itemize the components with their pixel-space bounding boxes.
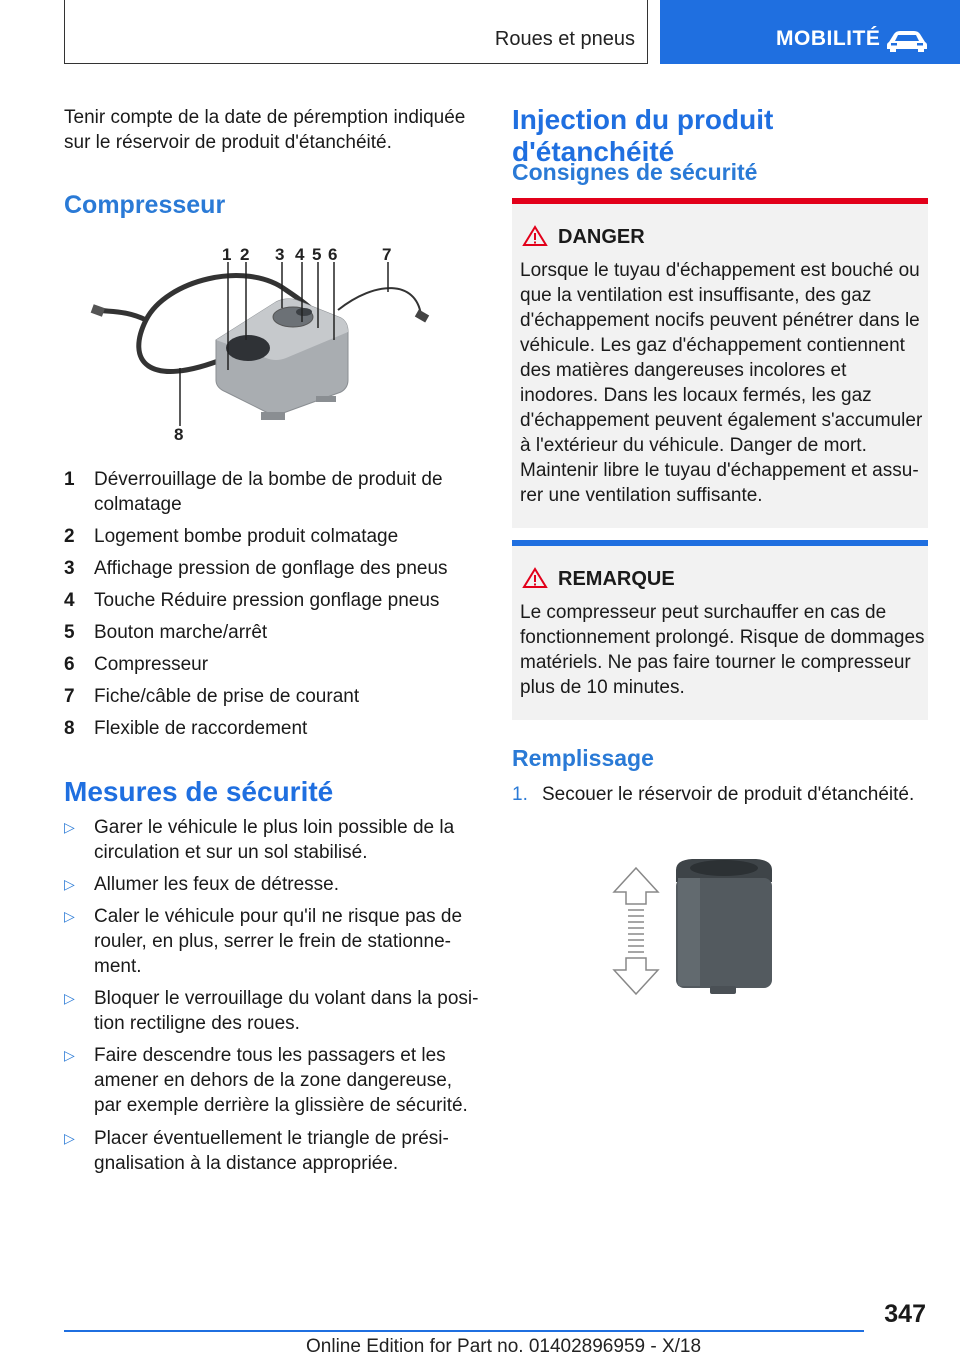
- legend-number: 1: [64, 469, 75, 490]
- list-item: [64, 815, 480, 865]
- step-text: Secouer le réservoir de produit d'étanchéité.: [542, 784, 915, 805]
- legend-item: [64, 588, 474, 613]
- warning-triangle-icon: [522, 567, 548, 589]
- legend-number: 4: [64, 590, 75, 611]
- list-item-text: Allumer les feux de détresse.: [94, 874, 340, 895]
- compressor-heading: Compresseur: [64, 191, 226, 219]
- header-section-title: Roues et pneus: [494, 28, 635, 50]
- list-item: [64, 1043, 480, 1118]
- intro-text: Tenir compte de la date de péremption indiquée sur le réservoir de produit d'étanchéité.: [64, 107, 466, 153]
- car-icon: [886, 30, 928, 52]
- list-item: [64, 986, 480, 1036]
- list-item-text: Placer éventuellement le triangle de présignalisation à la distance appropriée.: [94, 1128, 449, 1174]
- warning-triangle-icon: [522, 225, 548, 247]
- notice-bar: [512, 540, 928, 546]
- danger-label: DANGER: [558, 226, 645, 248]
- legend-text: Flexible de raccordement: [94, 718, 308, 739]
- header-section-box: [64, 0, 648, 64]
- sealant-canister: [676, 859, 772, 994]
- figure-label-5: 5: [312, 245, 322, 264]
- list-item-text: Garer le véhicule le plus loin possible de la circulation et sur un sol stabilisé.: [94, 817, 455, 863]
- step-number: 1.: [512, 784, 528, 805]
- footer-edition: Online Edition for Part no. 01402896959 - X/18: [306, 1336, 702, 1357]
- step-item: [512, 782, 932, 807]
- safety-subheading: Consignes de sécurité: [512, 159, 758, 185]
- list-item-text: Faire descendre tous les passagers et les amener en dehors de la zone dangereuse, par exemple derrière la glissière de sécurité.: [94, 1045, 468, 1116]
- legend-text: Bouton marche/arrêt: [94, 622, 268, 643]
- page-title: Injection du produit d'étanchéité: [512, 104, 774, 167]
- legend-item: [64, 467, 474, 517]
- triangle-bullet-icon: ▷: [64, 908, 75, 924]
- danger-box: [512, 198, 928, 528]
- triangle-bullet-icon: ▷: [64, 1047, 75, 1063]
- figure-label-2: 2: [240, 245, 250, 264]
- figure-label-8: 8: [174, 425, 184, 444]
- figure-label-1: 1: [222, 245, 232, 264]
- legend-text: Affichage pression de gonflage des pneus: [94, 558, 448, 579]
- legend-number: 2: [64, 526, 75, 547]
- legend-number: 6: [64, 654, 75, 675]
- legend-number: 7: [64, 686, 75, 707]
- filling-heading: Remplissage: [512, 745, 654, 771]
- legend-item: [64, 524, 474, 549]
- figure-label-6: 6: [328, 245, 338, 264]
- header-chapter-tab[interactable]: [660, 0, 960, 64]
- legend-number: 3: [64, 558, 75, 579]
- legend-text: Compresseur: [94, 654, 209, 675]
- triangle-bullet-icon: ▷: [64, 876, 75, 892]
- list-item: [64, 1126, 480, 1176]
- figure-label-7: 7: [382, 245, 392, 264]
- figure-label-3: 3: [275, 245, 285, 264]
- legend-number: 8: [64, 718, 75, 739]
- compressor-illustration: [86, 240, 446, 450]
- legend-item: [64, 652, 474, 677]
- legend-text: Touche Réduire pression gonflage pneus: [94, 590, 440, 611]
- legend-number: 5: [64, 622, 75, 643]
- danger-bar: [512, 198, 928, 204]
- footer-rule: [64, 1330, 864, 1332]
- list-item-text: Bloquer le verrouillage du volant dans la position rectiligne des roues.: [94, 988, 479, 1034]
- danger-text: Lorsque le tuyau d'échappement est bouché ou que la ventilation est insuffisante, des gaz d'échappement nocifs peuvent pénétrer dans le véhicule. Les gaz d'échappement contiennent des matières dangereuses incolores et inodores. Dans les locaux fermés, les gaz d'échappement peuvent également s'accumuler à l'extérieur du véhicule. Danger de mort. Maintenir libre le tuyau d'échappement et assurer une ventilation suffisante.: [520, 260, 923, 506]
- notice-label: REMARQUE: [558, 568, 675, 590]
- legend-item: [64, 716, 474, 741]
- notice-box: [512, 540, 928, 720]
- list-item-text: Caler le véhicule pour qu'il ne risque pas de rouler, en plus, serrer le frein de stationnement.: [94, 906, 463, 977]
- header-chapter-label: MOBILITÉ: [776, 27, 881, 50]
- legend-item: [64, 620, 474, 645]
- list-item: [64, 904, 480, 979]
- legend-item: [64, 684, 474, 709]
- shake-canister-illustration: [612, 856, 776, 1006]
- safety-heading: Mesures de sécurité: [64, 776, 334, 807]
- figure-label-4: 4: [295, 245, 305, 264]
- legend-text: Logement bombe produit colmatage: [94, 526, 399, 547]
- triangle-bullet-icon: ▷: [64, 990, 75, 1006]
- legend-text: Déverrouillage de la bombe de produit de colmatage: [94, 469, 443, 515]
- triangle-bullet-icon: ▷: [64, 819, 75, 835]
- shake-arrow-icon: [614, 868, 658, 994]
- triangle-bullet-icon: ▷: [64, 1130, 75, 1146]
- list-item: [64, 872, 480, 897]
- legend-text: Fiche/câble de prise de courant: [94, 686, 360, 707]
- page-number: 347: [884, 1300, 926, 1328]
- notice-text: Le compresseur peut surchauffer en cas de fonctionnement prolongé. Risque de dommages matériels. Ne pas faire tourner le compresseur plus de 10 minutes.: [520, 602, 925, 698]
- legend-item: [64, 556, 474, 581]
